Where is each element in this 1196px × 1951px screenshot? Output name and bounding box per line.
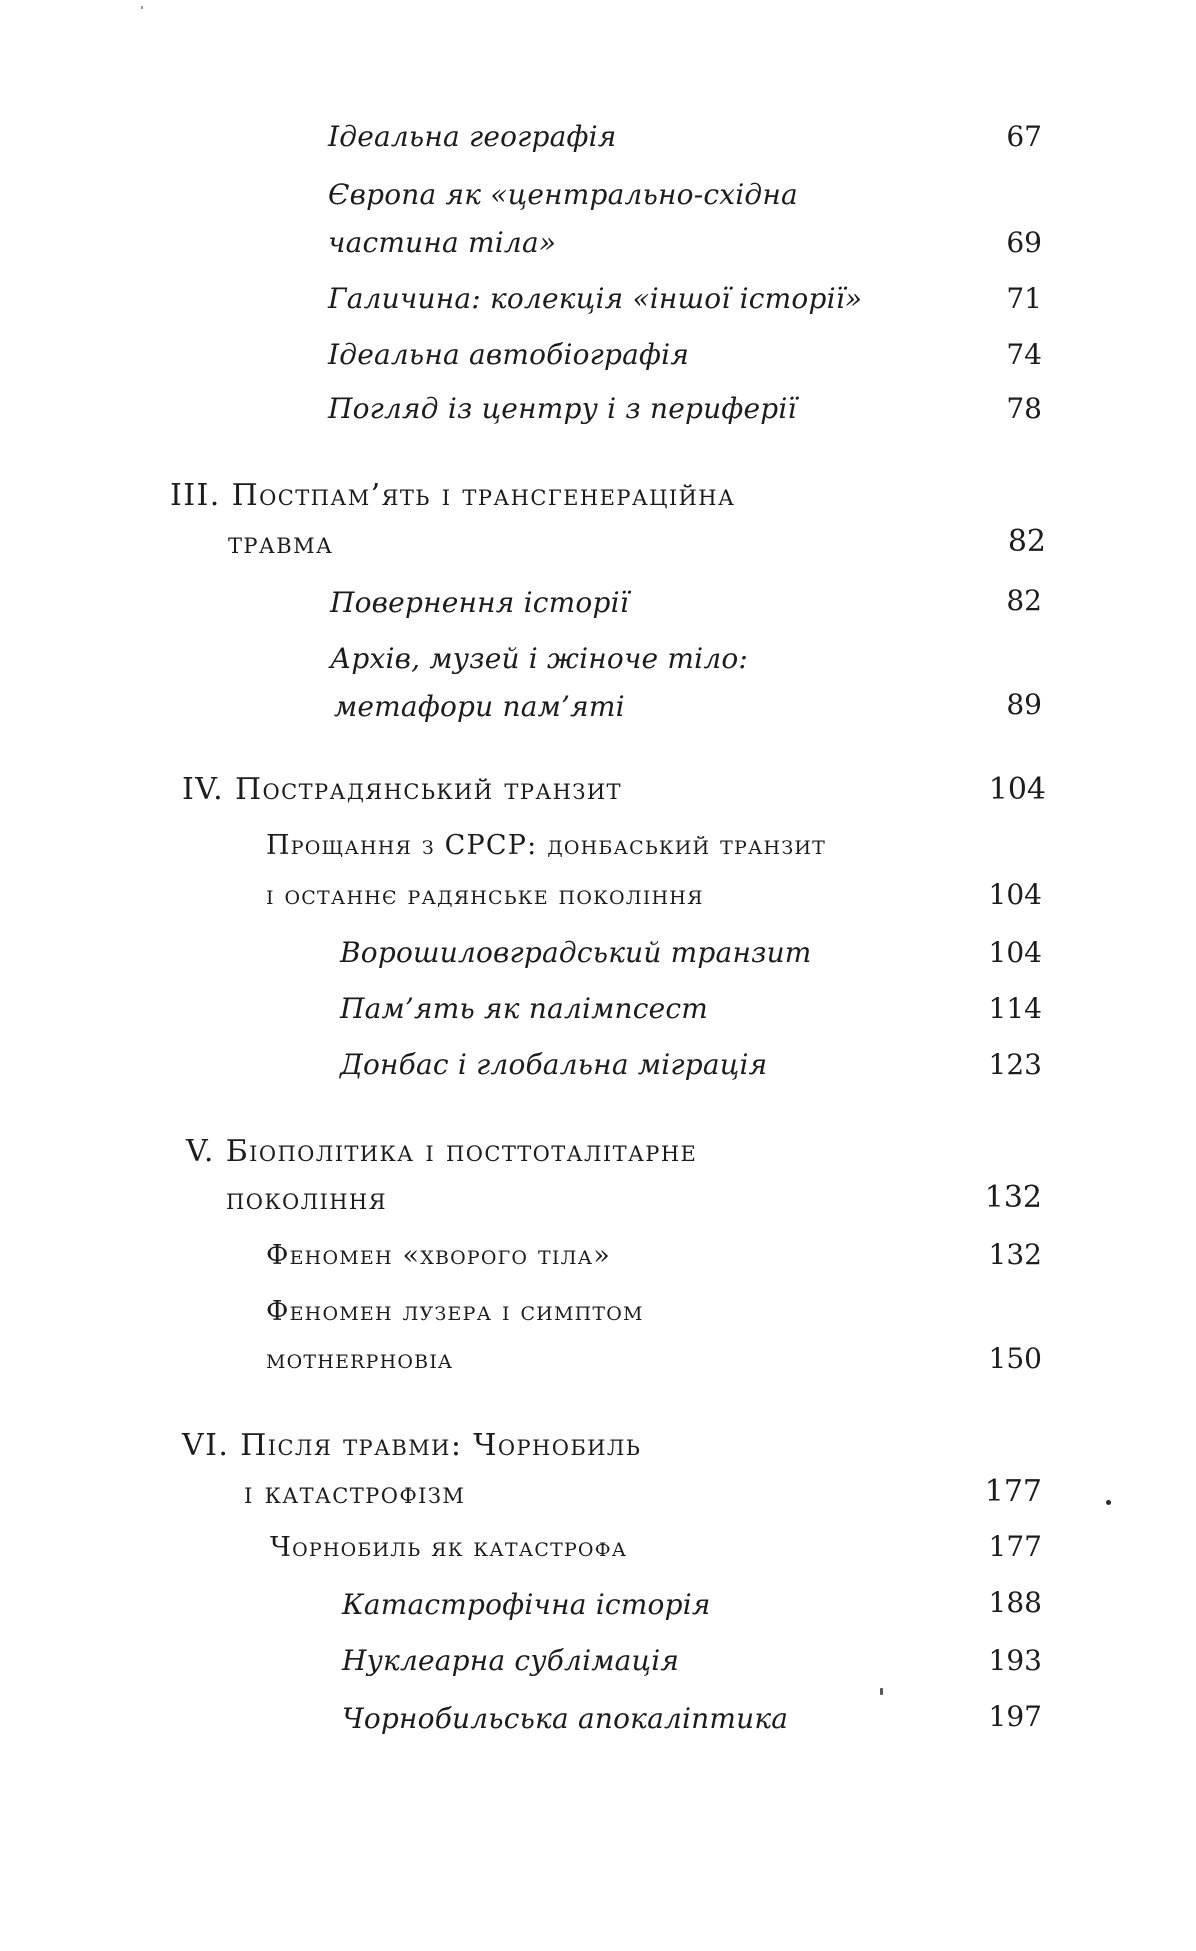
toc-title-view-from-center: Погляд із центру і з периферії xyxy=(328,392,797,425)
toc-page-number: 150 xyxy=(988,1342,1042,1375)
toc-title-galicia: Галичина: колекція «іншої історії» xyxy=(328,282,863,315)
toc-title-return-of-history: Повернення історії xyxy=(330,586,629,619)
toc-page-number: 188 xyxy=(988,1586,1042,1619)
toc-section-loser-line2: motherphobia xyxy=(266,1344,453,1375)
toc-section-sick-body: Феномен «хворого тіла» xyxy=(266,1240,611,1271)
toc-page-number: 123 xyxy=(988,1048,1042,1081)
toc-page-number: 177 xyxy=(984,1474,1042,1509)
toc-title-ideal-autobiography: Ідеальна автобіографія xyxy=(328,338,690,371)
toc-page-number: 74 xyxy=(1006,338,1042,371)
toc-title-europe-line2: частина тіла» xyxy=(328,226,557,259)
toc-title-catastrophic-history: Катастрофічна історія xyxy=(342,1588,711,1621)
toc-page-number: 82 xyxy=(1006,584,1042,617)
toc-page-number: 78 xyxy=(1006,392,1042,425)
toc-chapter-4: IV. Пострадянський транзит xyxy=(182,772,622,807)
toc-chapter-5-line1: V. Біополітика і посттоталітарне xyxy=(186,1134,698,1169)
toc-title-archive-line2: метафори пам’яті xyxy=(334,690,625,723)
toc-page-number: 69 xyxy=(1006,226,1042,259)
scan-speck xyxy=(1106,1500,1111,1505)
toc-title-palimpsest: Пам’ять як палімпсест xyxy=(340,992,709,1025)
toc-title-donbas-migration: Донбас і глобальна міграція xyxy=(340,1048,768,1081)
toc-page-number: 104 xyxy=(988,936,1042,969)
toc-section-loser-line1: Феномен лузера і симптом xyxy=(266,1296,644,1327)
toc-chapter-6-line1: VI. Після травми: Чорнобиль xyxy=(182,1428,642,1463)
toc-page-number: 193 xyxy=(988,1644,1042,1677)
toc-title-nuclear-sublimation: Нуклеарна сублімація xyxy=(342,1644,680,1677)
toc-page-number: 197 xyxy=(988,1700,1042,1733)
toc-section-chornobyl-catastrophe: Чорнобиль як катастрофа xyxy=(270,1532,628,1563)
toc-page-number: 132 xyxy=(984,1180,1042,1215)
toc-page-number: 114 xyxy=(988,992,1042,1025)
toc-title-europe-line1: Європа як «центрально-східна xyxy=(328,178,798,211)
toc-title-chornobyl-apocalyptic: Чорнобильська апокаліптика xyxy=(342,1702,789,1735)
toc-page-number: 104 xyxy=(988,772,1046,807)
toc-page-number: 177 xyxy=(988,1530,1042,1563)
toc-page-number: 67 xyxy=(1006,120,1042,153)
scan-speck xyxy=(141,6,143,9)
toc-page-number: 71 xyxy=(1006,282,1042,315)
toc-page-number: 82 xyxy=(1007,524,1046,559)
toc-title-voroshylovgrad: Ворошиловградський транзит xyxy=(340,936,812,969)
toc-title-ideal-geography: Ідеальна географія xyxy=(328,120,617,153)
toc-section-farewell-line2: і останнє радянське покоління xyxy=(266,880,704,911)
toc-page-number: 104 xyxy=(988,878,1042,911)
toc-section-farewell-line1: Прощання з СРСР: донбаський транзит xyxy=(266,830,826,861)
toc-chapter-3-line1: ІІІ. Постпам’ять і трансгенераційна xyxy=(170,478,736,513)
scan-speck xyxy=(880,1688,883,1695)
toc-chapter-6-line2: і катастрофізм xyxy=(244,1476,466,1511)
toc-page-number: 132 xyxy=(988,1238,1042,1271)
toc-page-number: 89 xyxy=(1006,688,1042,721)
toc-title-archive-line1: Архів, музей і жіноче тіло: xyxy=(330,642,749,675)
toc-chapter-5-line2: покоління xyxy=(226,1182,388,1217)
toc-chapter-3-line2: травма xyxy=(228,526,334,561)
